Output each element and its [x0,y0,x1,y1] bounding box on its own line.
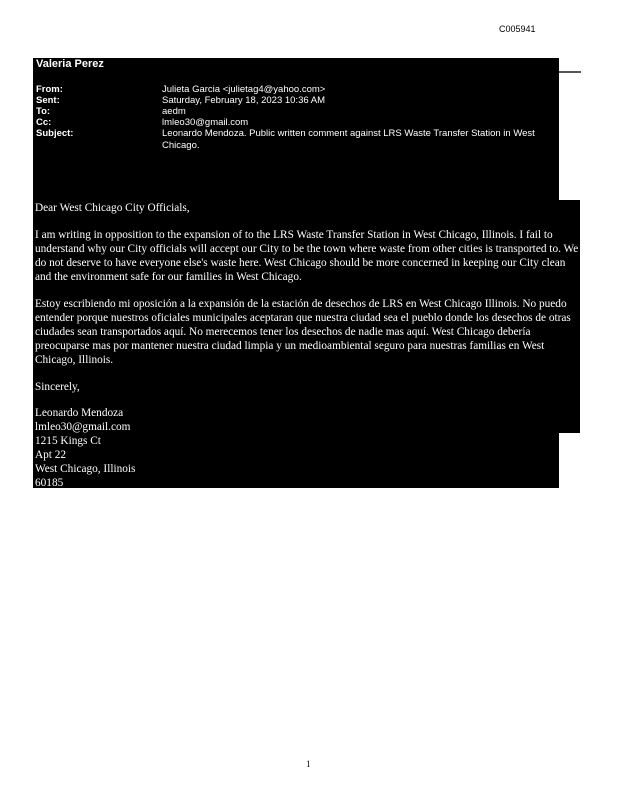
to-label: To: [36,106,51,117]
sender-name: Valeria Perez [36,58,104,70]
sent-value: Saturday, February 18, 2023 10:36 AM [162,95,326,106]
page-number: 1 [306,759,311,769]
cc-label: Cc: [36,117,52,128]
from-label: From: [36,84,63,95]
signature-zip: 60185 [35,477,64,489]
sent-label: Sent: [36,95,60,106]
signature-apt: Apt 22 [35,449,67,461]
paragraph-english: I am writing in opposition to the expansion of to the LRS Waste Transfer Station in West Chicago, Illinois. I fail to understand why our City officials will accept our City to be the town where waste from other cities is transported to. We do not deserve to have everyone else's waste here. West Chicago should be more concerned in keeping our City clean and the environment safe for our families in West Chicago. [35,229,579,283]
to-value: aedm [162,106,186,117]
paragraph-spanish: Estoy escribiendo mi oposición a la expansión de la estación de desechos de LRS en West Chicago Illinois. No puedo entender porque nuestros oficiales municipales aceptaran que nuestra ciudad sea el pueblo donde los desechos de otras ciudades sean transportados aquí. No merecemos tener los desechos de nadie mas aquí. West Chicago debería preocuparse mas por mantener nuestra ciudad limpia y un medioambiental seguro para nuestras familias en West Chicago, Illinois. [35,298,571,366]
from-value: Julieta Garcia <julietag4@yahoo.com> [162,84,326,95]
signature-name: Leonardo Mendoza [35,407,124,419]
greeting: Dear West Chicago City Officials, [35,202,190,214]
document-id: C005941 [499,24,536,34]
header-rule [559,71,581,73]
closing: Sincerely, [35,381,80,393]
redaction-block-signature [33,433,559,488]
subject-value: Leonardo Mendoza. Public written comment against LRS Waste Transfer Station in West Chicago. [162,128,535,151]
cc-value: lmleo30@gmail.com [162,117,249,128]
signature-email: lmleo30@gmail.com [35,421,131,433]
signature-city: West Chicago, Illinois [35,463,136,475]
subject-label: Subject: [36,128,74,139]
signature-street: 1215 Kings Ct [35,435,101,447]
